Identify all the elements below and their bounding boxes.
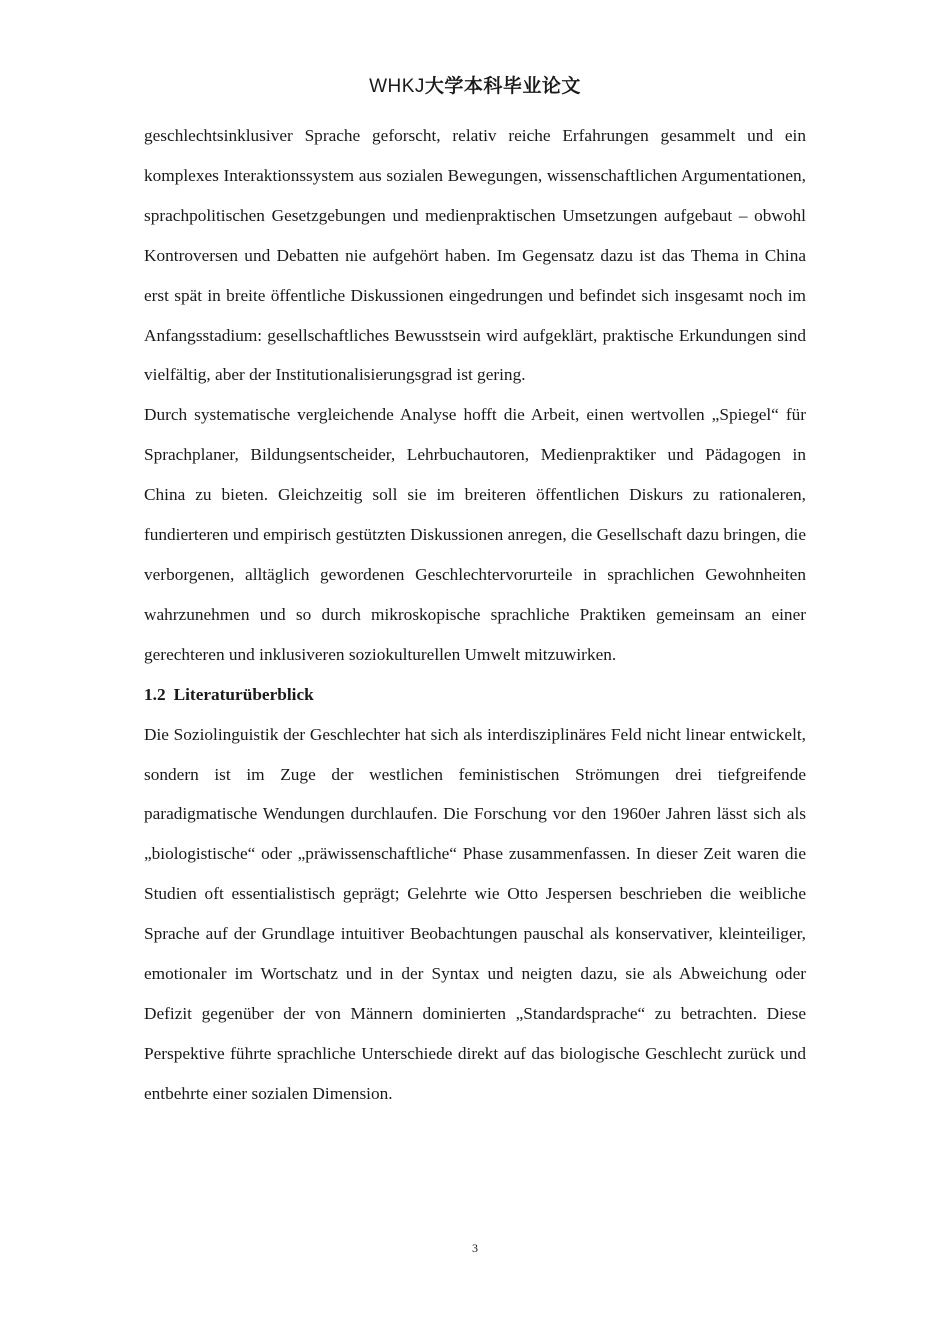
body-paragraph: geschlechtsinklusiver Sprache geforscht, relativ reiche Erfahrungen gesammelt und ein komplexes Interaktionssystem aus sozialen Bewegungen, wissenschaftlichen Argumentationen, sprachpolitischen Gesetzgebungen und medienpraktischen Umsetzungen aufgebaut – obwohl Kontroversen und Debatten nie aufgehört haben. Im Gegensatz dazu ist das Thema in China erst spät in breite öffentliche Diskussionen eingedrungen und befindet sich insgesamt noch im Anfangsstadium: gesellschaftliches Bewusstsein wird aufgeklärt, praktische Erkundungen sind vielfältig, aber der Institutionalisierungsgrad ist gering. xyxy=(144,126,806,385)
body-paragraph: Die Soziolinguistik der Geschlechter hat sich als interdisziplinäres Feld nicht linear entwickelt, sondern ist im Zuge der westlichen feministischen Strömungen drei tiefgreifende paradigmatische Wendungen durchlaufen. Die Forschung vor den 1960er Jahren lässt sich als „biologistische“ oder „präwissenschaftliche“ Phase zusammenfassen. In dieser Zeit waren die Studien oft essentialistisch geprägt; Gelehrte wie Otto Jespersen beschrieben die weibliche Sprache auf der Grundlage intuitiver Beobachtungen pauschal als konservativer, kleinteiliger, emotionaler im Wortschatz und in der Syntax und neigten dazu, sie als Abweichung oder Defizit gegenüber der von Männern dominierten „Standardsprache“ zu betrachten. Diese Perspektive führte sprachliche Unterschiede direkt auf das biologische Geschlecht zurück und entbehrte einer sozialen Dimension. xyxy=(144,724,806,1103)
document-body xyxy=(144,116,806,1114)
section-heading xyxy=(144,675,806,715)
page-header xyxy=(0,74,950,99)
section-number: 1.2 xyxy=(144,684,166,704)
header-thesis-label: 大学本科毕业论文 xyxy=(424,75,581,97)
section-title: Literaturüberblick xyxy=(173,684,314,704)
page-number: 3 xyxy=(472,1241,478,1255)
header-institution-code: WHKJ xyxy=(369,76,425,97)
body-paragraph: Durch systematische vergleichende Analyse hofft die Arbeit, einen wertvollen „Spiegel“ für Sprachplaner, Bildungsentscheider, Lehrbuchautoren, Medienpraktiker und Pädagogen in China zu bieten. Gleichzeitig soll sie im breiteren öffentlichen Diskurs zu rationaleren, fundierteren und empirisch gestützten Diskussionen anregen, die Gesellschaft dazu bringen, die verborgenen, alltäglich gewordenen Geschlechtervorurteile in sprachlichen Gewohnheiten wahrzunehmen und so durch mikroskopische sprachliche Praktiken gemeinsam an einer gerechteren und inklusiveren soziokulturellen Umwelt mitzuwirken. xyxy=(144,405,806,664)
